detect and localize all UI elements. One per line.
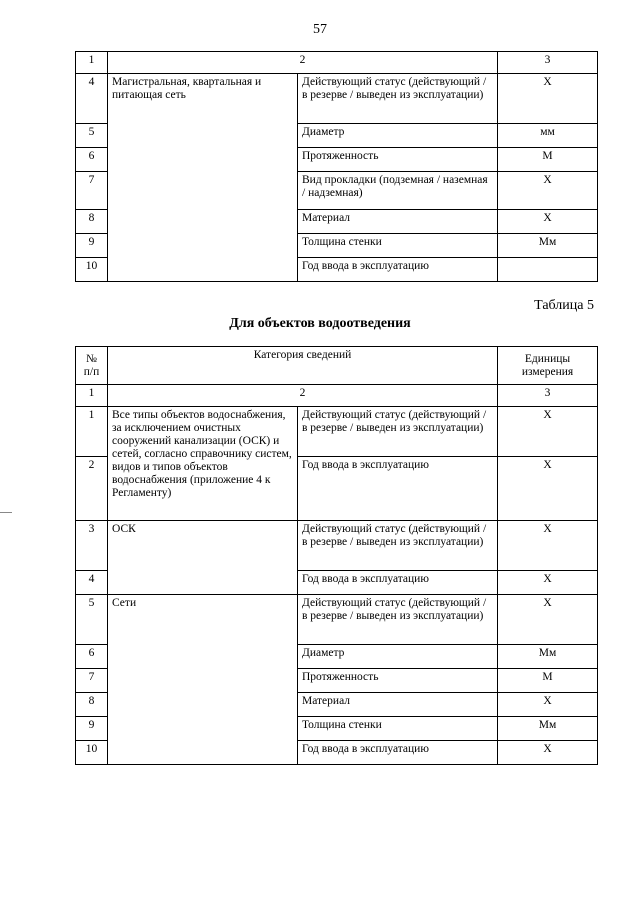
- index-cell: 1: [76, 52, 108, 74]
- row-number: 3: [76, 521, 108, 571]
- row-number: 2: [76, 457, 108, 521]
- unit-cell: М: [498, 669, 598, 693]
- unit-cell: Х: [498, 210, 598, 234]
- info-cell: Протяженность: [298, 669, 498, 693]
- row-number: 7: [76, 669, 108, 693]
- header-row: [76, 347, 598, 385]
- info-cell: Действующий статус (действующий / в резерве / выведен из эксплуатации): [298, 595, 498, 645]
- row-number: 5: [76, 595, 108, 645]
- unit-cell: Х: [498, 521, 598, 571]
- table-title: Для объектов водоотведения: [229, 316, 411, 331]
- header-unit: Единицы измерения: [498, 347, 598, 385]
- unit-cell: М: [498, 148, 598, 172]
- group-label: ОСК: [108, 521, 298, 595]
- index-row: [76, 385, 598, 407]
- info-cell: Год ввода в эксплуатацию: [298, 258, 498, 282]
- index-cell: 2: [108, 385, 498, 407]
- unit-cell: Х: [498, 74, 598, 124]
- info-cell: Материал: [298, 210, 498, 234]
- header-category: Категория сведений: [108, 347, 498, 385]
- info-cell: Год ввода в эксплуатацию: [298, 571, 498, 595]
- header-num: № п/п: [76, 347, 108, 385]
- unit-cell: Х: [498, 693, 598, 717]
- index-cell: 3: [498, 52, 598, 74]
- unit-cell: Мм: [498, 645, 598, 669]
- table-row: [76, 407, 598, 457]
- row-number: 5: [76, 124, 108, 148]
- info-cell: Вид прокладки (подземная / наземная / надземная): [298, 172, 498, 210]
- table-row: [76, 74, 598, 124]
- info-cell: Год ввода в эксплуатацию: [298, 457, 498, 521]
- row-number: 7: [76, 172, 108, 210]
- table-row: [76, 595, 598, 645]
- info-cell: Диаметр: [298, 124, 498, 148]
- page-number: 57: [313, 22, 327, 37]
- unit-cell: Х: [498, 595, 598, 645]
- row-number: 10: [76, 258, 108, 282]
- row-number: 1: [76, 407, 108, 457]
- row-number: 6: [76, 148, 108, 172]
- unit-cell: Мм: [498, 234, 598, 258]
- row-number: 4: [76, 74, 108, 124]
- row-number: 9: [76, 234, 108, 258]
- index-cell: 3: [498, 385, 598, 407]
- group-label: Сети: [108, 595, 298, 765]
- unit-cell: Х: [498, 407, 598, 457]
- info-cell: Действующий статус (действующий / в резерве / выведен из эксплуатации): [298, 521, 498, 571]
- unit-cell: Х: [498, 741, 598, 765]
- info-cell: Год ввода в эксплуатацию: [298, 741, 498, 765]
- index-row: [76, 52, 598, 74]
- info-cell: Толщина стенки: [298, 234, 498, 258]
- row-number: 9: [76, 717, 108, 741]
- table-5: [75, 346, 598, 765]
- index-cell: 2: [108, 52, 498, 74]
- unit-cell: мм: [498, 124, 598, 148]
- info-cell: Протяженность: [298, 148, 498, 172]
- unit-cell: Х: [498, 571, 598, 595]
- table-label: Таблица 5: [534, 298, 594, 313]
- row-number: 8: [76, 693, 108, 717]
- table-continued: [75, 51, 598, 282]
- info-cell: Действующий статус (действующий / в резерве / выведен из эксплуатации): [298, 74, 498, 124]
- index-cell: 1: [76, 385, 108, 407]
- group-label: Все типы объектов водоснабжения, за исключением очистных сооружений канализации (ОСК) и сетей, согласно справочнику систем, видов и типов объектов водоснабжения (приложение 4 к Регламенту): [108, 407, 298, 521]
- info-cell: Диаметр: [298, 645, 498, 669]
- info-cell: Материал: [298, 693, 498, 717]
- unit-cell: Х: [498, 172, 598, 210]
- info-cell: Действующий статус (действующий / в резерве / выведен из эксплуатации): [298, 407, 498, 457]
- info-cell: Толщина стенки: [298, 717, 498, 741]
- row-number: 8: [76, 210, 108, 234]
- row-number: 10: [76, 741, 108, 765]
- table-row: [76, 521, 598, 571]
- row-number: 4: [76, 571, 108, 595]
- group-label: Магистральная, квартальная и питающая сеть: [108, 74, 298, 282]
- unit-cell: Мм: [498, 717, 598, 741]
- margin-mark: [0, 512, 12, 513]
- row-number: 6: [76, 645, 108, 669]
- unit-cell: [498, 258, 598, 282]
- unit-cell: Х: [498, 457, 598, 521]
